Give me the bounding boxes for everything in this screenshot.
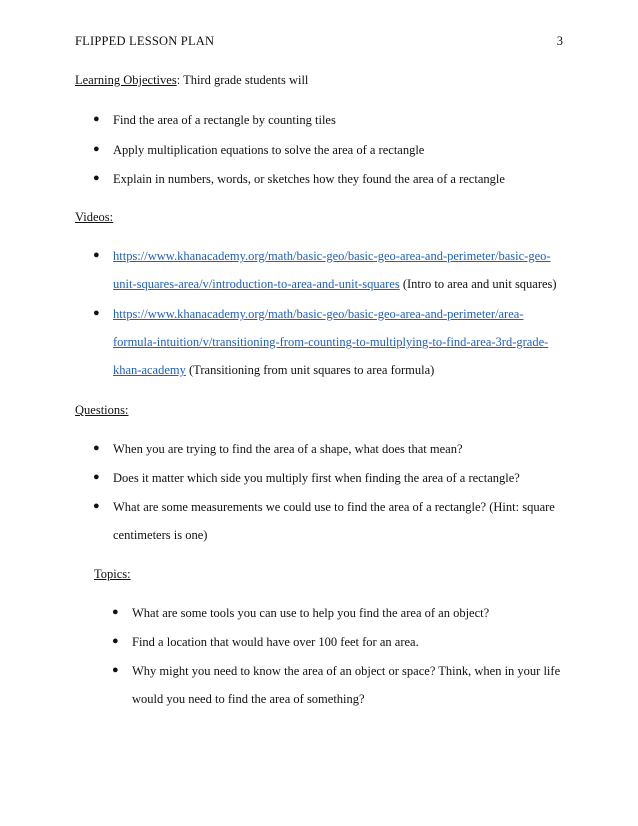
bullet-icon: ● xyxy=(93,113,100,125)
objectives-heading xyxy=(75,73,308,88)
page-number: 3 xyxy=(556,34,563,48)
list-item xyxy=(112,606,490,621)
objectives-label: Learning Objectives xyxy=(75,73,177,87)
list-item-text: Explain in numbers, words, or sketches how they found the area of a rectangle xyxy=(113,172,505,186)
list-item-text: Find the area of a rectangle by counting tiles xyxy=(113,113,336,127)
running-head: FLIPPED LESSON PLAN xyxy=(75,34,215,48)
video-link-1-line1[interactable]: https://www.khanacademy.org/math/basic-geo/basic-geo-area-and-perimeter/basic-geo- xyxy=(113,249,551,263)
list-item xyxy=(93,307,549,378)
list-item xyxy=(93,172,505,187)
list-item xyxy=(93,249,557,292)
video-link-2-line1[interactable]: https://www.khanacademy.org/math/basic-geo/basic-geo-area-and-perimeter/area- xyxy=(113,307,524,321)
video-link-2-line2[interactable]: formula-intuition/v/transitioning-from-counting-to-multiplying-to-find-area-3rd-grade- xyxy=(113,335,549,349)
bullet-icon: ● xyxy=(112,635,119,647)
bullet-icon: ● xyxy=(93,143,100,155)
list-item-text: When you are trying to find the area of a shape, what does that mean? xyxy=(113,442,463,456)
video-note-2: (Transitioning from unit squares to area formula) xyxy=(185,363,435,377)
list-item-text: Does it matter which side you multiply first when finding the area of a rectangle? xyxy=(113,471,520,485)
list-item-text: Find a location that would have over 100 feet for an area. xyxy=(132,635,419,649)
list-item-text: What are some measurements we could use to find the area of a rectangle? (Hint: square xyxy=(113,500,555,514)
objectives-intro: : Third grade students will xyxy=(176,73,309,87)
list-item xyxy=(93,471,520,486)
questions-heading: Questions: xyxy=(75,403,129,417)
list-item-text: Why might you need to know the area of an object or space? Think, when in your life xyxy=(132,664,561,678)
topics-heading: Topics: xyxy=(94,567,131,581)
bullet-icon: ● xyxy=(93,172,100,184)
list-item xyxy=(112,635,419,650)
list-item-text: What are some tools you can use to help you find the area of an object? xyxy=(132,606,490,620)
list-item xyxy=(93,143,425,158)
bullet-icon: ● xyxy=(112,664,119,676)
videos-heading: Videos: xyxy=(75,210,114,224)
video-link-1-line2[interactable]: unit-squares-area/v/introduction-to-area-and-unit-squares xyxy=(113,277,400,291)
list-item xyxy=(93,442,463,457)
list-item xyxy=(93,113,336,128)
bullet-icon: ● xyxy=(93,307,100,319)
list-item xyxy=(93,500,555,543)
list-item xyxy=(112,664,561,707)
list-item-text-continued: centimeters is one) xyxy=(113,528,208,542)
video-link-2-line3[interactable]: khan-academy xyxy=(113,363,186,377)
list-item-text: Apply multiplication equations to solve the area of a rectangle xyxy=(113,143,425,157)
bullet-icon: ● xyxy=(93,442,100,454)
bullet-icon: ● xyxy=(112,606,119,618)
bullet-icon: ● xyxy=(93,249,100,261)
bullet-icon: ● xyxy=(93,500,100,512)
list-item-text-continued: would you need to find the area of something? xyxy=(132,692,365,706)
bullet-icon: ● xyxy=(93,471,100,483)
video-note-1: (Intro to area and unit squares) xyxy=(399,277,557,291)
